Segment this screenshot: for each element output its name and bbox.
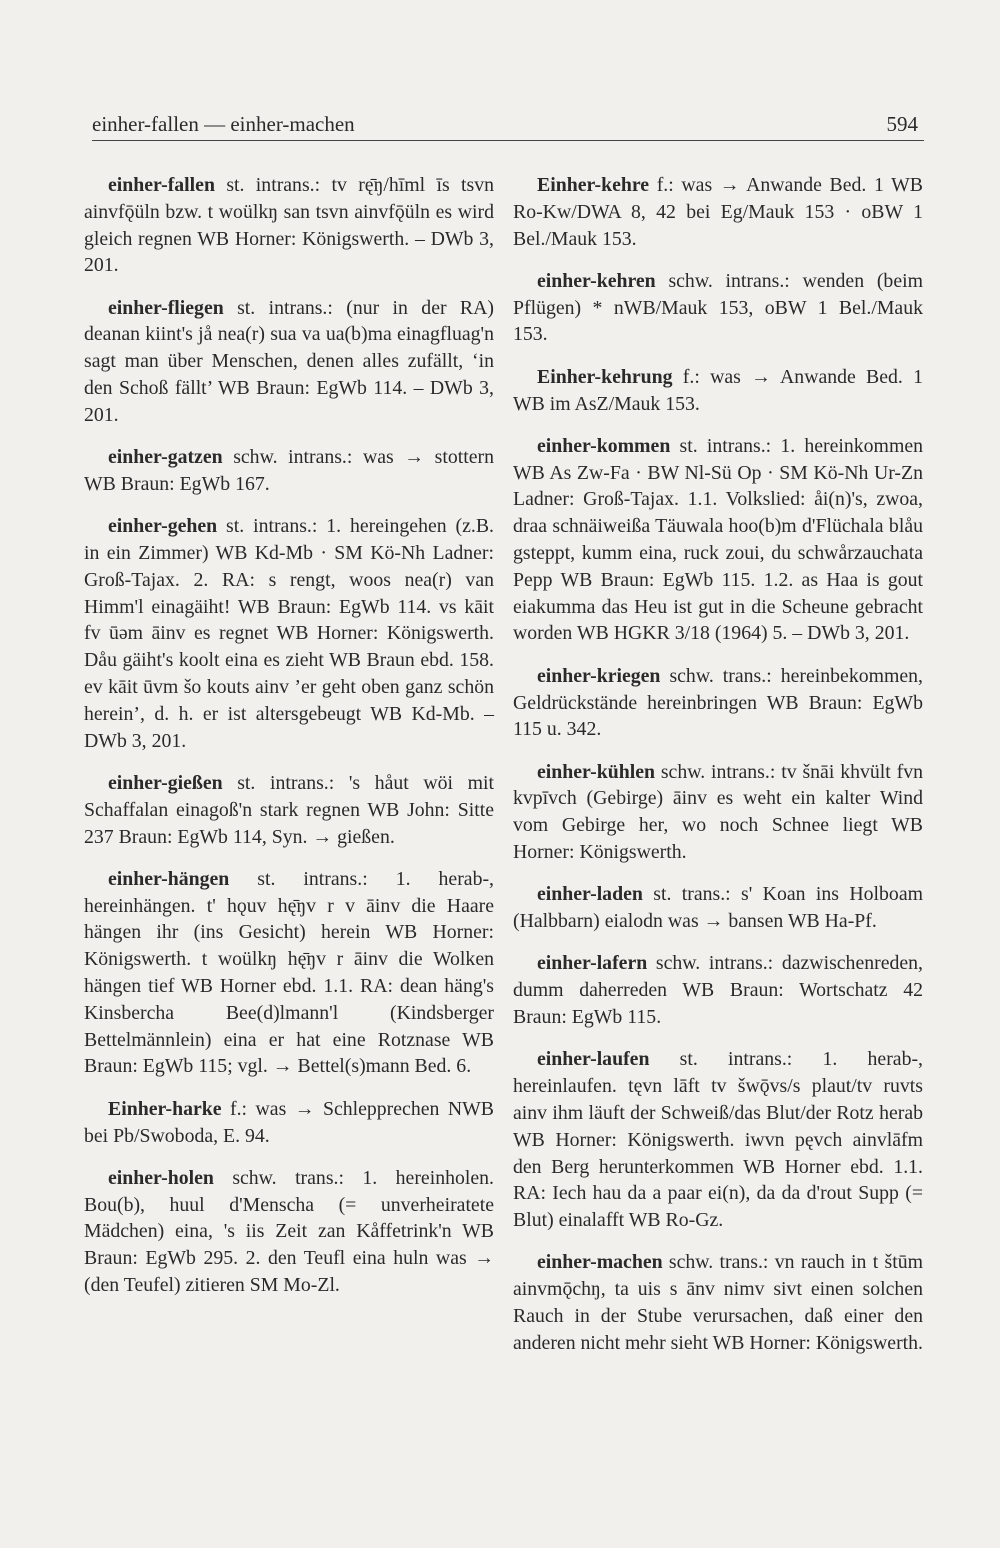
entry-headword: einher-kühlen (537, 760, 655, 783)
entry-headword: Einher-kehre (537, 174, 650, 196)
entry-headword: einher-gießen (108, 771, 223, 794)
dictionary-entry (84, 295, 494, 429)
entry-body: schw. trans.: 1. hereinholen. Bou(b), huul d'Menscha (= unverheiratete Mädchen) eina, 's iis Zeit zan Kåffetrink'n WB Braun: EgWb 295. 2. den Teufl eina huln was → (den Teufel) zitieren SM Mo-Zl. (84, 1166, 494, 1296)
dictionary-entry (513, 172, 923, 252)
dictionary-entry (513, 364, 923, 418)
dictionary-entry (513, 881, 923, 935)
running-head: einher-fallen — einher-machen (92, 112, 355, 136)
entry-body: f.: was → Anwande Bed. 1 WB im AsZ/Mauk 153. (513, 365, 923, 415)
entry-body: st. intrans.: 1. herab-, hereinlaufen. tęvn lāft tv šwǭvs/s plaut/tv ruvts ainv ihm läuft der Schweiß/das Blut/der Rotz herab WB Horner: Königswerth. iwvn pęvch ainvlāfm den Berg herunterkommen WB Horner ebd. 1.1. RA: Iech hau da a paar ei(n), da da d'rout Supp (= Blut) einalafft WB Ro-Gz. (513, 1048, 923, 1232)
dictionary-entry (84, 444, 494, 498)
entry-body: schw. trans.: vn rauch in t štūm ainvmǭchŋ, ta uis s ānv nimv sivt einen solchen Rauch in der Stube verursachen, daß einer den anderen nicht mehr sieht WB Horner: Königswerth. (513, 1251, 923, 1354)
entry-body: st. intrans.: 1. herab-, hereinhängen. t' hǫuv hę̄ŋv r v āinv die Haare hängen ihr (ins Gesicht) herein WB Horner: Königswerth. t woülkŋ hę̄ŋv r āinv die Wolken hängen tief WB Horner ebd. 1.1. RA: dean häng's Kinsbercha Bee(d)lmann'l (Kindsberger Bettelmännlein) eina er hat eine Rotznase WB Braun: EgWb 115; vgl. → Bettel(s)mann Bed. 6. (84, 867, 494, 1078)
entry-headword: einher-kehren (537, 269, 656, 292)
entry-headword: einher-laden (537, 883, 643, 906)
entry-headword: einher-holen (108, 1166, 214, 1189)
dictionary-entry (84, 1165, 494, 1299)
page-number: 594 (886, 112, 918, 136)
dictionary-entry (84, 770, 494, 850)
dictionary-entry (513, 1046, 923, 1234)
entry-body: schw. intrans.: was → stottern WB Braun: EgWb 167. (84, 446, 494, 495)
dictionary-entry (84, 1096, 494, 1150)
entry-headword: Einher-harke (108, 1097, 222, 1120)
dictionary-entry (513, 1249, 923, 1356)
dictionary-entry (84, 172, 494, 279)
entry-headword: einher-gatzen (108, 446, 223, 469)
dictionary-entry (513, 433, 923, 647)
entry-body: st. intrans.: 's håut wöi mit Schaffalan einagoß'n stark regnen WB John: Sitte 237 Braun: EgWb 114, Syn. → gießen. (84, 771, 494, 848)
page-header (92, 108, 924, 141)
entry-body: f.: was → Anwande Bed. 1 WB Ro-Kw/DWA 8, 42 bei Eg/Mauk 153 · oBW 1 Bel./Mauk 153. (513, 174, 923, 250)
left-column (84, 172, 494, 1314)
entry-headword: einher-fallen (108, 174, 215, 196)
entry-headword: einher-gehen (108, 515, 218, 538)
entry-body: st. intrans.: 1. hereingehen (z.B. in ein Zimmer) WB Kd-Mb · SM Kö-Nh Ladner: Groß-Tajax. 2. RA: s rengt, woos nea(r) van Himm'l einagäiht! WB Braun: EgWb 114. vs kāit fv ūəm āinv es regnet WB Horner: Königswerth. Dåu gäiht's koolt eina es zieht WB Braun ebd. 158. ev kāit ūvm šo kouts ainv ’er geht oben ganz schön herein’, d. h. er ist altersgebeugt WB Kd-Mb. – DWb 3, 201. (84, 515, 494, 752)
entry-body: st. intrans.: tv rę̄ŋ/hīml īs tsvn ainvfǭüln bzw. t woülkŋ san tsvn ainvfǭüln es wird gleich regnen WB Horner: Königswerth. – DWb 3, 201. (84, 174, 494, 277)
dictionary-entry (84, 513, 494, 754)
entry-body: schw. intrans.: wenden (beim Pflügen) * nWB/Mauk 153, oBW 1 Bel./Mauk 153. (513, 269, 923, 346)
entry-headword: einher-fliegen (108, 296, 224, 319)
entry-headword: Einher-kehrung (537, 365, 673, 388)
entry-body: schw. trans.: hereinbekommen, Geldrückstände hereinbringen WB Braun: EgWb 115 u. 342. (513, 664, 923, 741)
entry-body: schw. intrans.: tv šnāi khvült fvn kvpīvch (Gebirge) āinv es weht ein kalter Wind vom Gebirge her, wo noch Schnee liegt WB Horner: Königswerth. (513, 760, 923, 864)
dictionary-entry (513, 268, 923, 348)
entry-body: f.: was → Schlepprechen NWB bei Pb/Swoboda, E. 94. (84, 1097, 494, 1147)
dictionary-entry (513, 950, 923, 1030)
entry-headword: einher-laufen (537, 1048, 650, 1071)
entry-body: schw. intrans.: dazwischenreden, dumm daherreden WB Braun: Wortschatz 42 Braun: EgWb 115. (513, 952, 923, 1029)
entry-headword: einher-kriegen (537, 664, 661, 687)
entry-body: st. intrans.: 1. hereinkommen WB As Zw-Fa · BW Nl-Sü Op · SM Kö-Nh Ur-Zn Ladner: Groß-Tajax. 1.1. Volkslied: åi(n)'s, zwoa, draa schnäiweißa Täuwala hoo(b)m d'Flüchala blåu gsteppt, kumm eina, ruck zoui, du schwårzauchata Pepp WB Braun: EgWb 115. 1.2. as Haa is gout eiakumma das Heu ist gut in die Scheune gebracht worden WB HGKR 3/18 (1964) 5. – DWb 3, 201. (513, 434, 923, 645)
dictionary-entry (513, 663, 923, 743)
dictionary-entry (513, 759, 923, 866)
right-column (513, 172, 923, 1372)
entry-body: st. trans.: s' Koan ins Holboam (Halbbarn) eialodn was → bansen WB Ha-Pf. (513, 883, 923, 933)
entry-headword: einher-lafern (537, 952, 648, 975)
entry-headword: einher-hängen (108, 867, 230, 890)
entry-headword: einher-machen (537, 1251, 663, 1274)
entry-headword: einher-kommen (537, 434, 671, 457)
entry-body: st. intrans.: (nur in der RA) deanan kiint's jå nea(r) sua va ua(b)ma einagfluag'n sagt man über Menschen, denen alles zufällt, ‘in den Schoß fällt’ WB Braun: EgWb 114. – DWb 3, 201. (84, 296, 494, 426)
dictionary-entry (84, 866, 494, 1080)
